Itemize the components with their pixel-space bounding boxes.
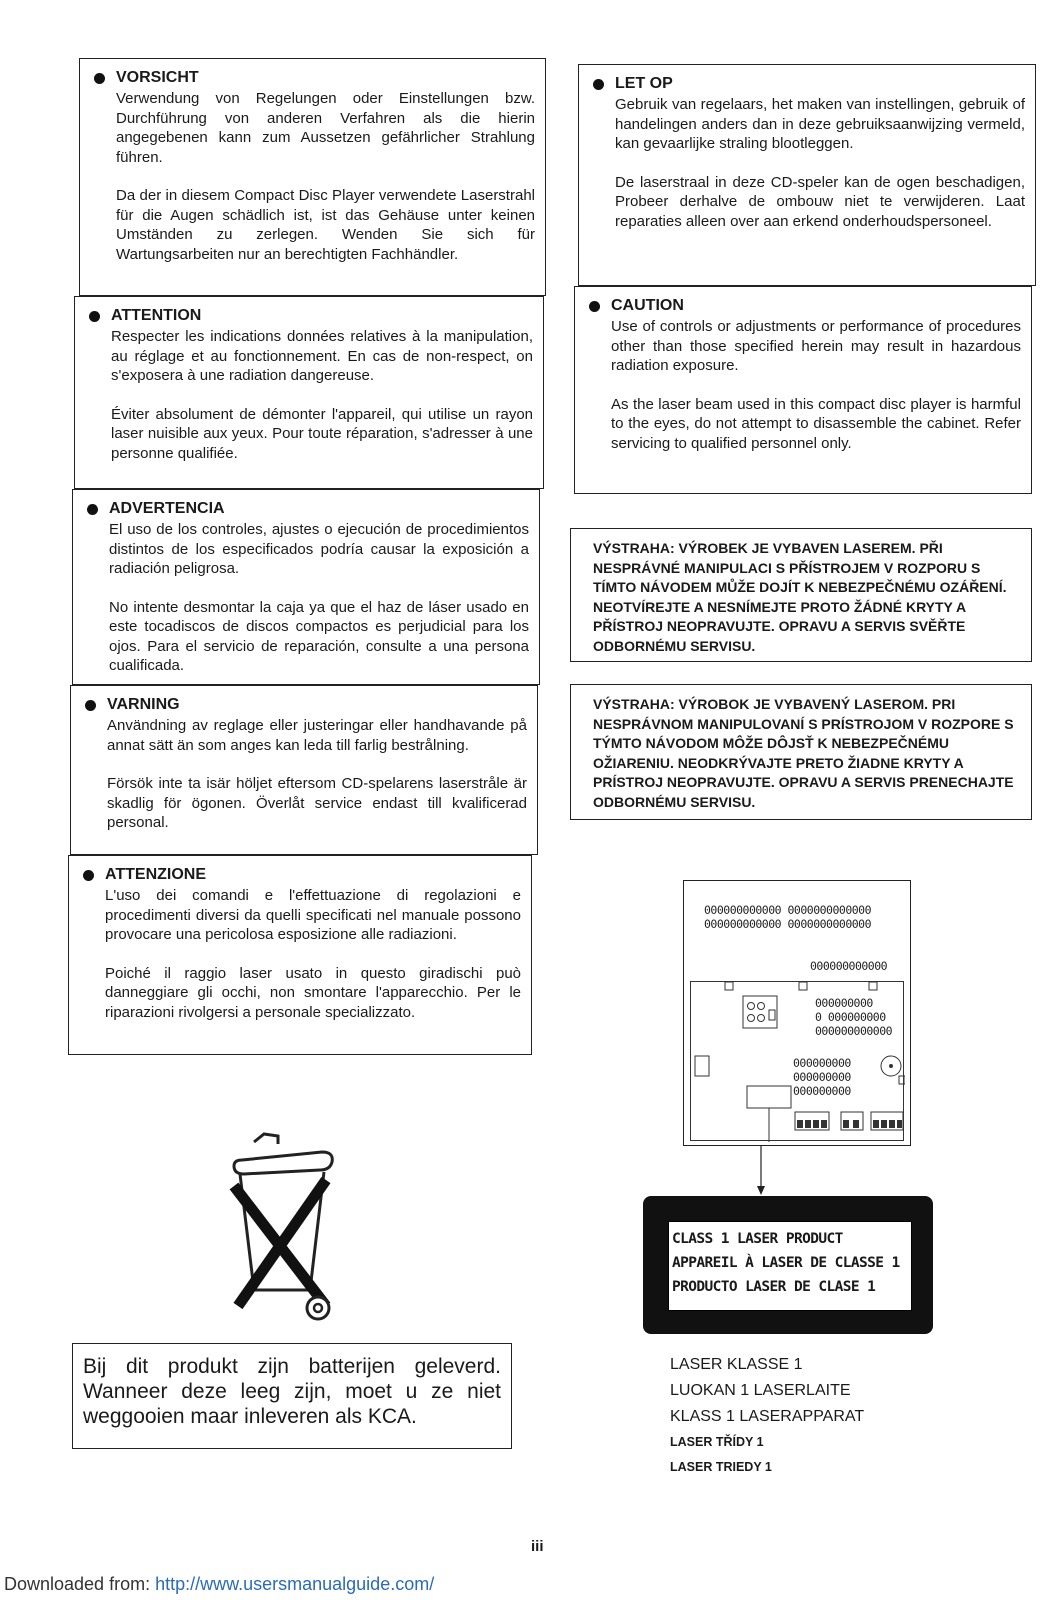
laser-label-line: CLASS 1 LASER PRODUCT (672, 1231, 843, 1247)
pointer-arrow-icon (755, 1146, 767, 1196)
warning-vorsicht (79, 58, 546, 296)
czech-warning-box (570, 528, 1032, 662)
warning-varning (70, 685, 538, 855)
warning-attention (74, 296, 544, 489)
laser-class-item: LASER KLASSE 1 (670, 1356, 803, 1373)
crossed-out-bin-icon (220, 1130, 340, 1330)
warning-attenzione (68, 855, 532, 1055)
section-paragraph: De laserstraal in deze CD-speler kan de ogen beschadigen, Probeer derhalve de ombouw niet te verwijderen. Laat reparaties alleen over aan erkend onderhoudspersoneel. (615, 173, 1025, 230)
laser-label (668, 1221, 912, 1311)
section-paragraph: No intente desmontar la caja ya que el haz de láser usado en este tocadiscos de discos compactos es perjudicial para los ojos. Para el servicio de reparación, consulte a una persona cualificada. (109, 598, 529, 674)
warning-let-op (578, 64, 1036, 286)
diagram-digit-row: 000000000000 0000000000000 000000000000 0000000000000 (704, 903, 872, 931)
czech-warning-text: VÝSTRAHA: VÝROBEK JE VYBAVEN LASEREM. PŘI NESPRÁVNÉ MANIPULACI S PŘÍSTROJEM V ROZPORU S TÍMTO NÁVODEM MŮŽE DOJÍT K NEBEZPEČNÉMU OZÁŘENÍ. NEOTVÍREJTE A NESNÍMEJTE PROTO ŽÁDNÉ KRYTY A PŘÍSTROJ NEOPRAVUJTE. OPRAVU A SERVIS SVĚŘTE ODBORNÉMU SERVISU. (593, 540, 1007, 654)
diagram-digit-row: 000000000 000000000 000000000 (793, 1056, 851, 1098)
bullet-icon (83, 870, 94, 881)
laser-class-item: LASER TRIEDY 1 (670, 1460, 772, 1474)
bullet-icon (589, 301, 600, 312)
bullet-icon (87, 504, 98, 515)
warning-advertencia (72, 489, 540, 685)
section-paragraph: As the laser beam used in this compact disc player is harmful to the eyes, do not attempt to disassemble the cabinet. Refer servicing to qualified personnel only. (611, 395, 1021, 452)
diagram-digit-row: 000000000000 (810, 959, 888, 973)
diagram-inner-panel (690, 981, 904, 1141)
section-paragraph: L'uso dei comandi e l'effettuazione di regolazioni e procedimenti diversi da quelli specificati nel manuale possono provocare una pericolosa esposizione alle radiazioni. (105, 887, 521, 943)
slovak-warning-text: VÝSTRAHA: VÝROBOK JE VYBAVENÝ LASEROM. PRI NESPRÁVNOM MANIPULOVANÍ S PRÍSTROJOM V ROZPORE S TÝMTO NÁVODOM MÔŽE DÔJSŤ K NEBEZPEČNÉMU OŽIARENIU. NEODKRÝVAJTE PRETO ŽIADNE KRYTY A PRÍSTROJ NEOPRAVUJTE. OPRAVU A SERVIS PRENECHAJTE ODBORNÉMU SERVISU. (593, 696, 1014, 810)
device-rear-panel-diagram (683, 880, 911, 1146)
laser-class-item: LASER TŘÍDY 1 (670, 1435, 764, 1449)
section-heading: LET OP (615, 75, 673, 92)
footer-prefix: Downloaded from: (4, 1574, 156, 1594)
warning-caution (574, 286, 1032, 494)
section-paragraph: Användning av reglage eller justeringar eller handhavande på annat sätt än som anges kan leda till farlig bestrålning. (107, 717, 527, 754)
section-heading: ADVERTENCIA (109, 500, 225, 517)
section-paragraph: Use of controls or adjustments or performance of procedures other than those specified herein may result in hazardous radiation exposure. (611, 318, 1021, 374)
section-paragraph: Poiché il raggio laser usato in questo giradischi può danneggiare gli occhi, non smontare l'apparecchio. Per le riparazioni rivolgersi a personale specializzato. (105, 964, 521, 1021)
slovak-warning-box (570, 684, 1032, 820)
bullet-icon (89, 311, 100, 322)
footer-link[interactable]: http://www.usersmanualguide.com/ (155, 1574, 435, 1594)
section-heading: CAUTION (611, 297, 684, 314)
laser-class-item: LUOKAN 1 LASERLAITE (670, 1382, 851, 1399)
section-paragraph: Éviter absolument de démonter l'appareil, qui utilise un rayon laser nuisible aux yeux. Pour toute réparation, s'adresser à une personne qualifiée. (111, 405, 533, 462)
download-footer (4, 1574, 434, 1595)
section-paragraph: Da der in diesem Compact Disc Player verwendete Laserstrahl für die Augen schädlich ist, ist das Gehäuse unter keinen Umständen zu zerlegen. Wenden Sie sich für Wartungsarbeiten nur an berechtigten Fachhändler. (116, 187, 535, 263)
battery-notice-box (72, 1343, 512, 1449)
page-number: iii (531, 1538, 544, 1555)
section-paragraph: Verwendung von Regelungen oder Einstellungen bzw. Durchführung von anderen Verfahren als die hierin angegebenen kann zum Aussetzen gefährlicher Strahlung führen. (116, 90, 535, 166)
laser-class-item: KLASS 1 LASERAPPARAT (670, 1408, 865, 1425)
section-heading: VARNING (107, 696, 180, 713)
section-heading: ATTENZIONE (105, 866, 207, 883)
section-heading: VORSICHT (116, 69, 199, 86)
bullet-icon (85, 700, 96, 711)
section-paragraph: El uso de los controles, ajustes o ejecución de procedimientos distintos de los especificados podría causar la exposición a radiación peligrosa. (109, 521, 529, 577)
section-paragraph: Gebruik van regelaars, het maken van instellingen, gebruik of handelingen anders dan in deze gebruiksaanwijzing vermeld, kan gevaarlijke straling blootleggen. (615, 96, 1025, 152)
laser-label-line: PRODUCTO LASER DE CLASE 1 (672, 1279, 876, 1295)
battery-notice-text: Bij dit produkt zijn batterijen geleverd. Wanneer deze leeg zijn, moet u ze niet weggooien maar inleveren als KCA. (83, 1355, 501, 1428)
section-heading: ATTENTION (111, 307, 202, 324)
laser-label-line: APPAREIL À LASER DE CLASSE 1 (672, 1255, 900, 1271)
diagram-digit-row: 000000000 0 000000000 000000000000 (815, 996, 893, 1038)
section-paragraph: Respecter les indications données relatives à la manipulation, au réglage et au fonctionnement. En cas de non-respect, on s'exposera à une radiation dangereuse. (111, 328, 533, 384)
laser-class-list (670, 1352, 864, 1480)
bullet-icon (94, 73, 105, 84)
bullet-icon (593, 79, 604, 90)
section-paragraph: Försök inte ta isär höljet eftersom CD-spelarens laserstråle är skadlig för ögonen. Överlåt service endast till kvalificerad personal. (107, 775, 527, 831)
